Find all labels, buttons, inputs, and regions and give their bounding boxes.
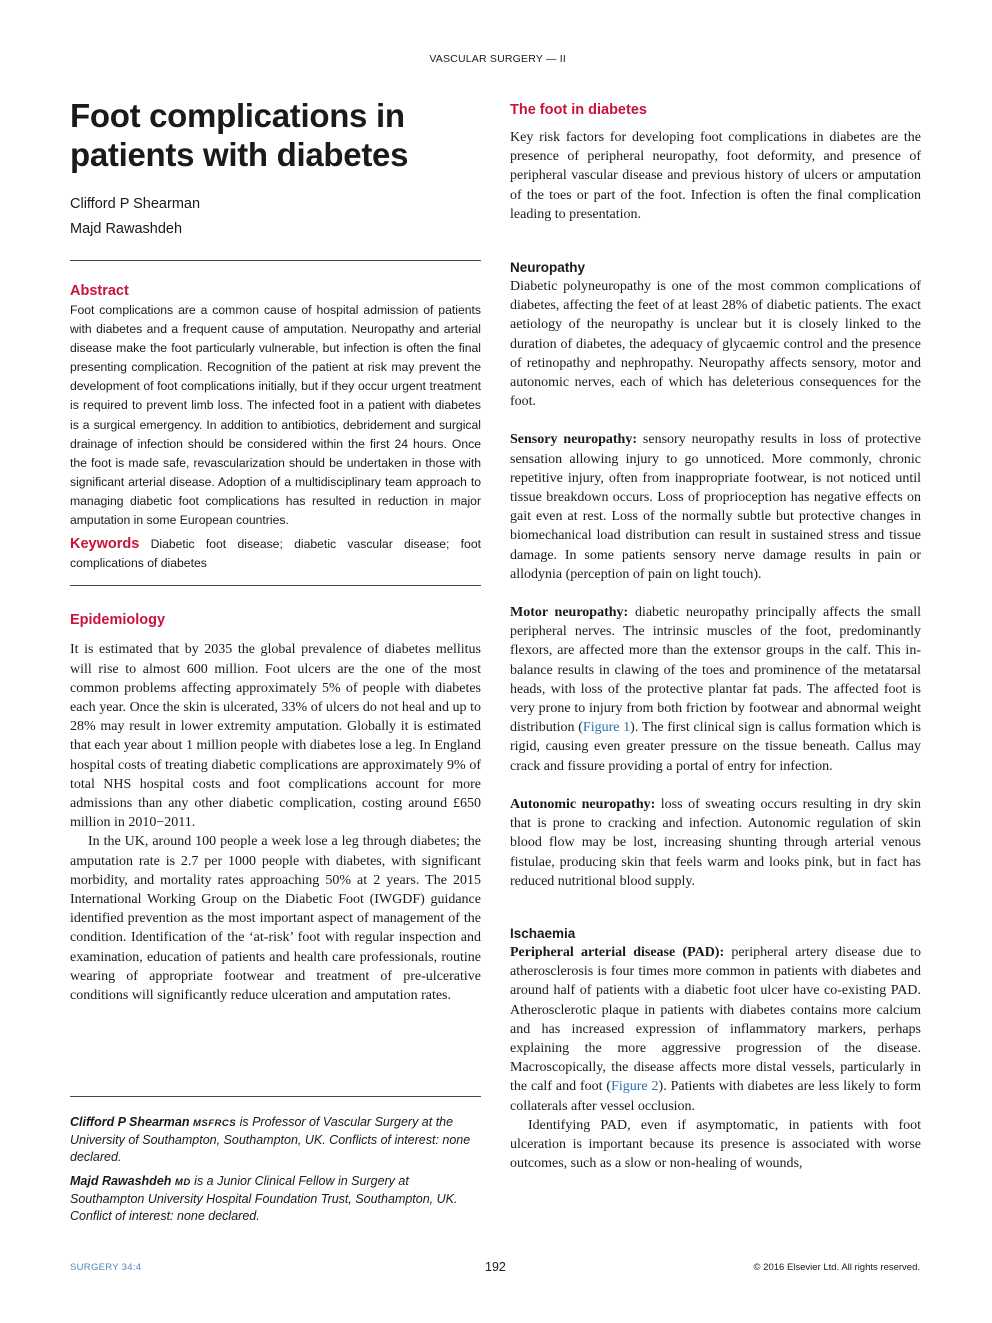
copyright: © 2016 Elsevier Ltd. All rights reserved. xyxy=(753,1262,920,1273)
author-name: Majd Rawashdeh xyxy=(70,221,183,237)
paragraph: Identifying PAD, even if asymptomatic, in patients with foot ulceration is important because its presence is associated with worse outcomes, such as a slow or non-healing of wounds, xyxy=(510,1117,921,1172)
bio-credentials: MSFRCS xyxy=(192,1118,237,1129)
paragraph-text: peripheral artery disease due to atherosclerosis is four times more common in patients with diabetes and around half of patients with a diabetic foot ulcer have co-existing PAD. Atherosclerotic plaque in patients with diabetes contains more calcium and has increased expression of inflammatory markers, perhaps explaining the more aggressive progression of the disease. Macroscopically, the disease affects more distal vessels, particularly in the calf and foot ( xyxy=(510,944,922,1095)
subheading-ischaemia: Ischaemia xyxy=(510,925,576,941)
lead-label: Peripheral arterial disease (PAD): xyxy=(510,944,725,960)
paragraph: Key risk factors for developing foot complications in diabetes are the presence of peripheral neuropathy, foot deformity, and presence of peripheral vascular disease and previous history of ulcers or amputation of the toes or part of the foot. Infection is often the final complication leading to presentation. xyxy=(510,130,921,222)
bio-name: Clifford P Shearman xyxy=(70,1115,190,1129)
paragraph: In the UK, around 100 people a week lose a leg through diabetes; the amputation rate is 2.7 per 1000 people with diabetes, with significant morbidity, and mortality rates approaching 50% at 2 years. The 2015 International Working Group on the Diabetic Foot (IWGDF) guidance identified prevention as the most important aspect of management of the condition. Identification of the ‘at-risk’ foot with regular inspection and examination, education of patients and health care professionals, routine wearing of appropriate footwear and treatment of pre-ulcerative conditions will significantly reduce ulceration and amputation rates. xyxy=(70,834,481,1003)
section-heading-foot-in-diabetes: The foot in diabetes xyxy=(510,102,647,118)
paragraph-sensory xyxy=(510,430,921,584)
title-line-2: patients with diabetes xyxy=(70,136,409,173)
paragraph: Diabetic polyneuropathy is one of the most common complications of diabetes, affecting the feet of at least 28% of diabetic patients. The exact aetiology of the neuropathy is unclear but it is closely linked to the duration of diabetes, the adequacy of glycaemic control and the presence of retinopathy and nephropathy. Neuropathy affects sensory, motor and autonomic nerves, each of which has deleterious consequences for the foot. xyxy=(510,279,921,410)
author-bio xyxy=(70,1173,481,1225)
article-title xyxy=(70,96,481,174)
paragraph-pad xyxy=(510,943,921,1116)
journal-name: SURGERY 34:4 xyxy=(70,1262,142,1273)
paragraph-motor xyxy=(510,603,921,776)
author-name: Clifford P Shearman xyxy=(70,196,201,212)
lead-label: Autonomic neuropathy: xyxy=(510,796,656,812)
lead-label: Motor neuropathy: xyxy=(510,605,629,621)
bio-text: is Professor of Vascular Surgery at the University of Southampton, Southampton, UK. Conflicts of interest: none declared. xyxy=(70,1115,471,1164)
paragraph-autonomic xyxy=(510,795,921,891)
author-list xyxy=(70,192,481,242)
figure-2-link[interactable]: Figure 2 xyxy=(611,1079,659,1095)
subheading-neuropathy: Neuropathy xyxy=(510,260,586,276)
abstract-heading: Abstract xyxy=(70,283,129,299)
paragraph-text: loss of sweating occurs resulting in dry skin that is prone to cracking and infection. Autonomic regulation of skin blood flow may be lost, increasing shunting through arterial venous fistulae, producing skin that feels warm and looks pink, but in fact has reduced nutritional blood supply. xyxy=(510,796,921,889)
paragraph-text: diabetic neuropathy principally affects the small peripheral nerves. The intrinsic muscles of the foot, predominantly flexors, are affected more than the extensor groups in the calf. This in-balance results in clawing of the toes and prominence of the metatarsal heads, with loss of the protective plantar fat pads. The affected foot is very prone to injury from both friction by footwear and abnormal weight distribution ( xyxy=(510,605,921,736)
bio-name: Majd Rawashdeh xyxy=(70,1174,172,1188)
keywords xyxy=(70,535,481,573)
divider xyxy=(70,1096,481,1097)
left-column xyxy=(70,96,481,1223)
paragraph-text: ). The first clinical sign is callus formation which is rigid, causing even greater pressure on the tissue beneath. Callus may crack and fissure providing a portal of entry for infection. xyxy=(510,720,921,774)
right-column xyxy=(510,100,921,1173)
author-bios xyxy=(70,1114,481,1225)
running-head: VASCULAR SURGERY — II xyxy=(429,53,566,65)
page-number: 192 xyxy=(485,1260,506,1274)
divider xyxy=(70,260,481,261)
paragraph: It is estimated that by 2035 the global prevalence of diabetes mellitus will rise to almost 600 million. Foot ulcers are the one of the most common problems affecting approximately 5% of people with diabetes each year. Once the skin is ulcerated, 33% of ulcers do not heal and up to 28% may result in lower extremity amputation. Globally it is estimated that each year about 1 million people with diabetes lose a leg. In England hospital costs of treating diabetic complications are approximately 9% of total NHS hospital costs and foot complications account for more admissions than any other diabetic complication, costing around £650 million in 2010−2011. xyxy=(70,642,481,831)
author-bio xyxy=(70,1114,481,1166)
paragraph-text: ). Patients with diabetes are less likely to form collaterals after vessel occlusion. xyxy=(510,1079,921,1114)
divider xyxy=(70,585,481,586)
paragraph-text: sensory neuropathy results in loss of protective sensation allowing injury to go unnoticed. More commonly, chronic repetitive injury, often from inappropriate footwear, is not noticed until tissue breakdown occurs. Loss of proprioception has negative effects on gait even at rest. Loss of the normally subtle but protective changes in biomechanical load distribution can result in sustained stress and tissue damage. In some patients sensory nerve damage results in pain or allodynia (perception of pain on light touch). xyxy=(510,432,922,582)
keywords-label: Keywords xyxy=(70,536,140,553)
bio-credentials: MD xyxy=(174,1177,191,1188)
bio-text: is a Junior Clinical Fellow in Surgery at Southampton University Hospital Foundation Trust, Southampton, UK. Conflict of interest: none declared. xyxy=(70,1174,458,1223)
title-line-1: Foot complications in xyxy=(70,97,405,134)
abstract-text: Foot complications are a common cause of hospital admission of patients with diabetes and a frequent cause of amputation. Neuropathy and arterial disease make the foot particularly vulnerable, but infection is often the final presenting complication. Recognition of the patient at risk may prevent the development of foot complications initially, but if they occur urgent treatment is required to prevent limb loss. The infected foot in a patient with diabetes is a surgical emergency. In addition to antibiotics, debridement and surgical drainage of infection should be considered within the first 24 hours. Once the foot is made safe, revascularization should be undertaken in those with significant arterial disease. Adoption of a multidisciplinary team approach to managing diabetic foot complications has resulted in reduction in major amputation in some European countries. xyxy=(70,303,481,528)
lead-label: Sensory neuropathy: xyxy=(510,432,638,448)
section-heading-epidemiology: Epidemiology xyxy=(70,612,166,629)
keywords-text: Diabetic foot disease; diabetic vascular disease; foot complications of diabetes xyxy=(70,537,481,571)
figure-1-link[interactable]: Figure 1 xyxy=(582,720,631,736)
